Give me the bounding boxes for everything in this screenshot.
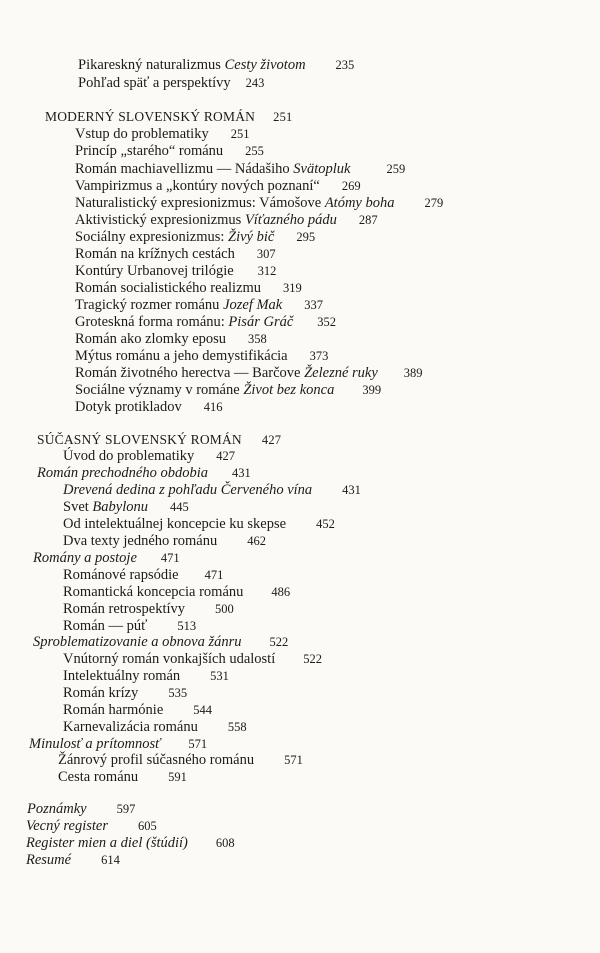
toc-entry: Román socialistického realizmu 319 xyxy=(75,280,302,296)
page-number: 500 xyxy=(215,602,234,616)
page-number: 352 xyxy=(317,315,337,329)
page-number: 255 xyxy=(245,144,264,158)
toc-entry: Kontúry Urbanovej trilógie 312 xyxy=(75,263,277,279)
page-number: 279 xyxy=(424,196,444,210)
page-number: 531 xyxy=(210,669,229,683)
toc-entry: Román krízy 535 xyxy=(63,685,188,701)
toc-entry: Úvod do problematiky 427 xyxy=(63,448,236,464)
page-number: 513 xyxy=(177,619,197,633)
page-number: 416 xyxy=(203,400,223,414)
toc-entry: Pohľad späť a perspektívy 243 xyxy=(78,75,265,91)
toc-entry: Román — púť 513 xyxy=(63,618,197,634)
toc-entry: Groteskná forma románu: Pisár Gráč 352 xyxy=(75,314,337,330)
toc-entry: Román machiavellizmu — Nádašiho Svätopluk 259 xyxy=(75,161,406,177)
section-heading: MODERNÝ SLOVENSKÝ ROMÁN 251 xyxy=(45,109,293,124)
page-number: 373 xyxy=(309,349,329,363)
page-number: 251 xyxy=(273,110,293,124)
toc-entry: Román ako zlomky eposu 358 xyxy=(75,331,267,347)
page-number: 571 xyxy=(284,753,303,767)
toc-entry: Román na krížnych cestách 307 xyxy=(75,246,276,262)
toc-entry: Drevená dedina z pohľadu Červeného vína 431 xyxy=(63,482,361,498)
page-number: 571 xyxy=(188,737,208,751)
page-number: 445 xyxy=(169,500,189,514)
page-number: 605 xyxy=(138,819,157,833)
toc-entry: Žánrový profil súčasného románu 571 xyxy=(58,752,303,768)
page-number: 287 xyxy=(358,213,378,227)
page-number: 358 xyxy=(248,332,267,346)
toc-entry: Aktivistický expresionizmus Víťazného pádu 287 xyxy=(75,212,378,228)
page-number: 399 xyxy=(362,383,382,397)
page-number: 486 xyxy=(271,585,291,599)
section-heading: SÚČASNÝ SLOVENSKÝ ROMÁN 427 xyxy=(37,432,282,447)
toc-entry: Sociálny expresionizmus: Živý bič 295 xyxy=(75,229,316,245)
page-number: 269 xyxy=(341,179,361,193)
toc-entry: Román harmónie 544 xyxy=(63,702,213,718)
page-number: 535 xyxy=(168,686,188,700)
page-number: 319 xyxy=(283,281,302,295)
page-number: 544 xyxy=(193,703,213,717)
toc-entry: Intelektuálny román 531 xyxy=(63,668,229,684)
page-number: 312 xyxy=(257,264,277,278)
toc-subsection: Román prechodného obdobia 431 xyxy=(37,465,251,481)
page-number: 522 xyxy=(269,635,289,649)
page-number: 251 xyxy=(230,127,250,141)
page-number: 558 xyxy=(227,720,247,734)
page-number: 462 xyxy=(247,534,266,548)
page-number: 614 xyxy=(101,853,120,867)
page-number: 471 xyxy=(160,551,180,565)
page-number: 471 xyxy=(204,568,224,582)
toc-entry: Dotyk protikladov 416 xyxy=(75,399,223,415)
page-number: 295 xyxy=(296,230,316,244)
page-number: 431 xyxy=(342,483,361,497)
toc-entry: Mýtus románu a jeho demystifikácia 373 xyxy=(75,348,329,364)
toc-entry: Od intelektuálnej koncepcie ku skepse 452 xyxy=(63,516,335,532)
toc-entry: Sociálne významy v románe Život bez konca 399 xyxy=(75,382,382,398)
page-number: 427 xyxy=(261,433,282,447)
toc-entry: Dva texty jedného románu 462 xyxy=(63,533,266,549)
page-number: 452 xyxy=(316,517,335,531)
toc-entry: Romantická koncepcia románu 486 xyxy=(63,584,291,600)
toc-entry: Princíp „starého“ románu 255 xyxy=(75,143,264,159)
page-number: 522 xyxy=(303,652,322,666)
toc-entry: Pikareskný naturalizmus Cesty životom 235 xyxy=(78,57,355,73)
toc-entry: Román retrospektívy 500 xyxy=(63,601,234,617)
page-number: 235 xyxy=(335,58,355,72)
toc-entry: Vstup do problematiky 251 xyxy=(75,126,250,142)
page-number: 389 xyxy=(403,366,423,380)
page-number: 591 xyxy=(168,770,187,784)
toc-entry: Naturalistický expresionizmus: Vámošove Atómy boha 279 xyxy=(75,195,444,211)
back-matter-entry: Vecný register 605 xyxy=(26,818,157,834)
toc-entry: Cesta románu 591 xyxy=(58,769,187,785)
page-number: 597 xyxy=(116,802,136,816)
page-number: 431 xyxy=(232,466,251,480)
back-matter-entry: Register mien a diel (štúdií) 608 xyxy=(26,835,235,851)
toc-entry: Svet Babylonu 445 xyxy=(63,499,189,515)
page-number: 427 xyxy=(216,449,236,463)
toc-entry: Tragický rozmer románu Jozef Mak 337 xyxy=(75,297,323,313)
toc-subsection: Minulosť a prítomnosť 571 xyxy=(29,736,208,752)
toc-entry: Karnevalizácia románu 558 xyxy=(63,719,247,735)
toc-entry: Románové rapsódie 471 xyxy=(63,567,224,583)
toc-entry: Román životného herectva — Barčove Železné ruky 389 xyxy=(75,365,423,381)
page-number: 608 xyxy=(215,836,235,850)
back-matter-entry: Resumé 614 xyxy=(26,852,120,868)
toc-entry: Vampirizmus a „kontúry nových poznaní“ 269 xyxy=(75,178,361,194)
toc-subsection: Sproblematizovanie a obnova žánru 522 xyxy=(33,634,289,650)
page-number: 337 xyxy=(304,298,323,312)
toc-entry: Vnútorný román vonkajších udalostí 522 xyxy=(63,651,322,667)
page-number: 259 xyxy=(386,162,406,176)
toc-subsection: Romány a postoje 471 xyxy=(33,550,180,566)
back-matter-entry: Poznámky 597 xyxy=(27,801,136,817)
page-number: 307 xyxy=(256,247,276,261)
page-number: 243 xyxy=(245,76,265,90)
